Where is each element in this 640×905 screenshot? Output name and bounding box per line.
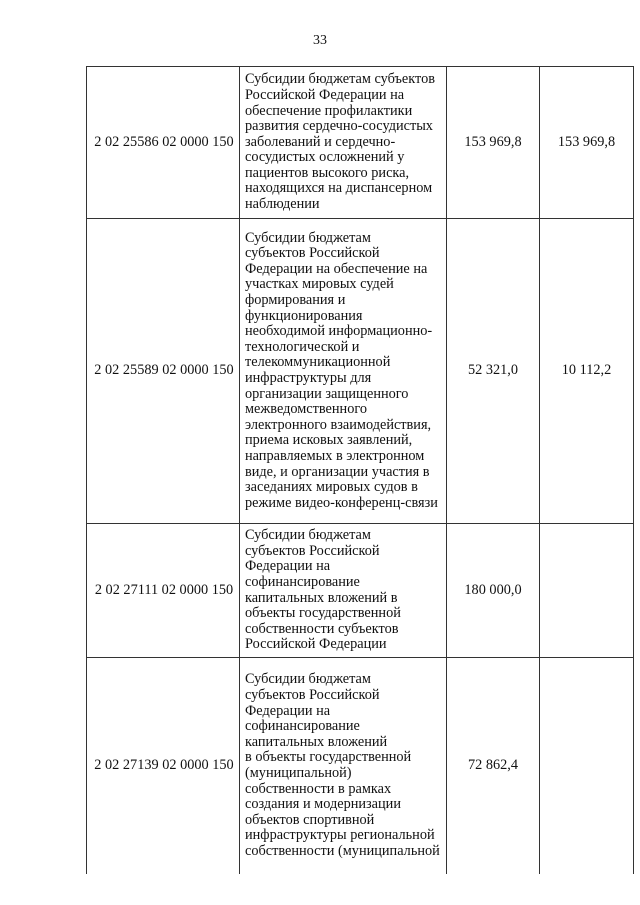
amount-2-cell	[540, 658, 634, 875]
revenue-name-cell	[240, 219, 447, 524]
table-row	[87, 219, 634, 524]
amount-1-cell: 180 000,0	[447, 524, 540, 658]
revenue-name-cell	[240, 658, 447, 875]
amount-2-cell	[540, 524, 634, 658]
revenue-name-text: Субсидии бюджетам субъектов Российской Федерации на софинансирование капитальных вложений в объекты государственной (муниципальной) собственности в рамках создания и модернизации объектов спортивной инфраструктуры региональной собственности (муниципальной	[245, 671, 440, 859]
budget-revenue-table	[86, 66, 634, 874]
amount-1-cell: 52 321,0	[447, 219, 540, 524]
revenue-code-cell: 2 02 25586 02 0000 150	[87, 67, 240, 219]
revenue-name-text: Субсидии бюджетам субъектов Российской Федерации на обеспечение профилактики развития сердечно-сосудистых заболеваний и сердечно- сосудистых осложнений у пациентов высокого риска, находящихся на диспансерном наблюдении	[245, 71, 435, 213]
revenue-name-cell	[240, 524, 447, 658]
page-number: 33	[313, 33, 327, 48]
revenue-code-cell: 2 02 27111 02 0000 150	[87, 524, 240, 658]
revenue-code-cell: 2 02 27139 02 0000 150	[87, 658, 240, 875]
revenue-code-cell: 2 02 25589 02 0000 150	[87, 219, 240, 524]
revenue-name-text: Субсидии бюджетам субъектов Российской Федерации на обеспечение на участках мировых судей формирования и функционирования необходимой информационно- технологической и телекоммуникационной инфраструктуры для организации защищенного межведомственного электронного взаимодействия, приема исковых заявлений, направляемых в электронном виде, и организации участия в заседаниях мировых судов в режиме видео-конференц-связи	[245, 229, 438, 511]
table-row	[87, 67, 634, 219]
amount-2-cell: 153 969,8	[540, 67, 634, 219]
table-row	[87, 524, 634, 658]
table-row	[87, 658, 634, 875]
revenue-name-cell	[240, 67, 447, 219]
amount-2-cell: 10 112,2	[540, 219, 634, 524]
revenue-name-text: Субсидии бюджетам субъектов Российской Федерации на софинансирование капитальных вложений в объекты государственной собственности субъектов Российской Федерации	[245, 527, 401, 653]
amount-1-cell: 72 862,4	[447, 658, 540, 875]
amount-1-cell: 153 969,8	[447, 67, 540, 219]
